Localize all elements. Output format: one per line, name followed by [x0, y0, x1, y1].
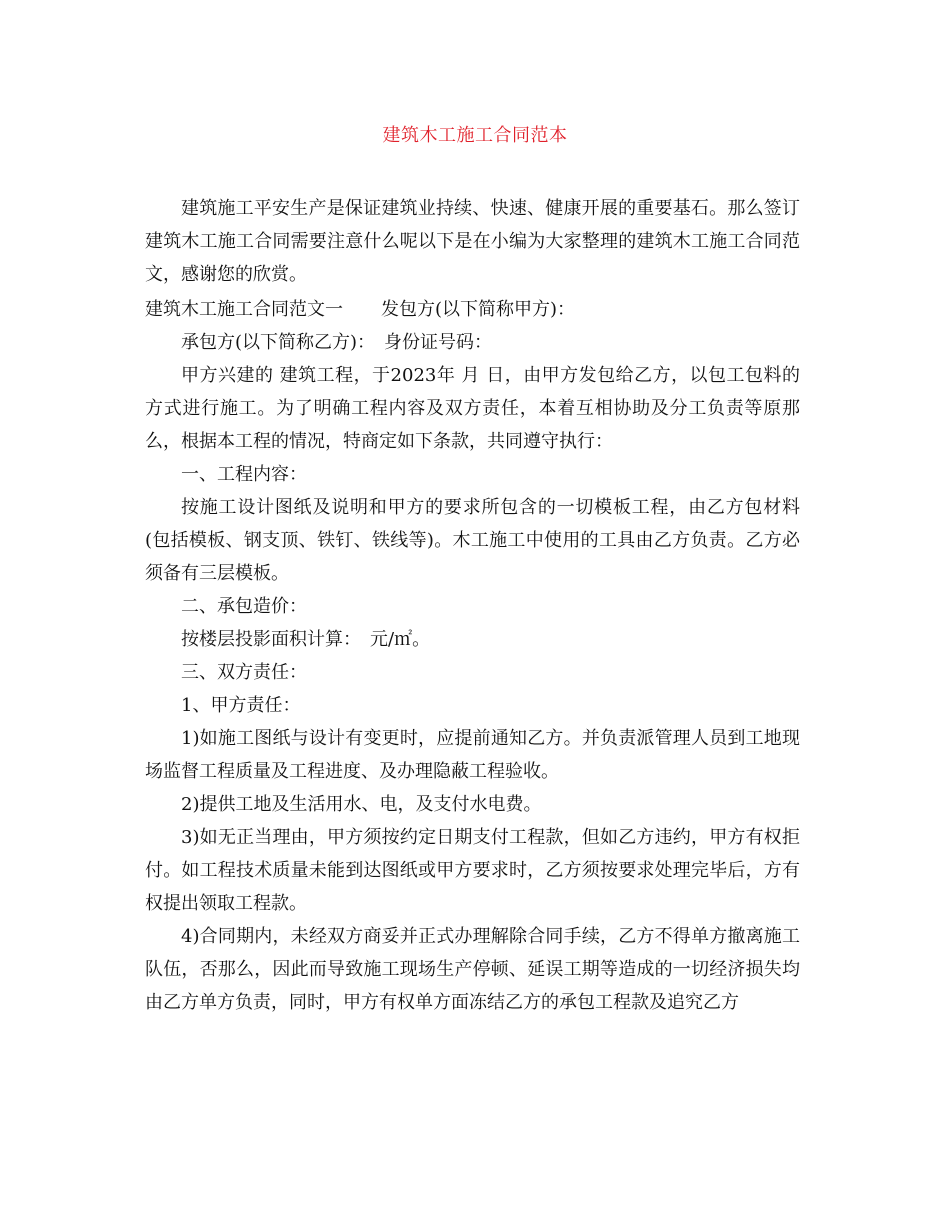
contract-paragraph: 甲方兴建的 建筑工程，于2023年 月 日，由甲方发包给乙方，以包工包料的方式进行施工。为了明确工程内容及双方责任，本着互相协助及分工负责等原那么，根据本工程的情况，特商定如下条款，共同遵守执行：	[145, 365, 800, 452]
section-heading: 建筑木工施工合同范文一	[145, 299, 343, 320]
party-b-label: 承包方(以下简称乙方)：	[181, 332, 376, 353]
section-heading-line	[145, 293, 800, 326]
contract-paragraph: 3)如无正当理由，甲方须按约定日期支付工程款，但如乙方违约，甲方有权拒付。如工程技术质量未能到达图纸或甲方要求时，乙方须按要求处理完毕后，方有权提出领取工程款。	[145, 827, 800, 914]
contract-paragraph: 按施工设计图纸及说明和甲方的要求所包含的一切模板工程，由乙方包材料(包括模板、钢支顶、铁钉、铁线等)。木工施工中使用的工具由乙方负责。乙方必须备有三层模板。	[145, 497, 800, 584]
intro-paragraph: 建筑施工平安生产是保证建筑业持续、快速、健康开展的重要基石。那么签订建筑木工施工合同需要注意什么呢以下是在小编为大家整理的建筑木工施工合同范文，感谢您的欣赏。	[145, 198, 800, 285]
id-number-label: 身份证号码：	[384, 332, 493, 353]
section-content-heading: 一、工程内容：	[181, 464, 307, 485]
price-unit: 元/㎡。	[370, 629, 431, 650]
price-line	[145, 623, 800, 656]
document-title: 建筑木工施工合同范本	[382, 125, 568, 146]
party-a-label: 发包方(以下简称甲方)：	[381, 299, 576, 320]
section-responsibility-heading: 三、双方责任：	[181, 662, 307, 683]
price-label: 按楼层投影面积计算：	[181, 629, 361, 650]
document-body	[145, 192, 800, 1019]
contract-paragraph: 2)提供工地及生活用水、电，及支付水电费。	[181, 794, 542, 815]
party-b-line	[145, 326, 800, 359]
party-a-responsibility-heading: 1、甲方责任：	[181, 695, 301, 716]
contract-paragraph: 4)合同期内，未经双方商妥并正式办理解除合同手续，乙方不得单方撤离施工队伍，否那么，因此而导致施工现场生产停顿、延误工期等造成的一切经济损失均由乙方单方负责，同时，甲方有权单方面冻结乙方的承包工程款及追究乙方	[145, 926, 800, 1013]
section-price-heading: 二、承包造价：	[181, 596, 307, 617]
contract-paragraph: 1)如施工图纸与设计有变更时，应提前通知乙方。并负责派管理人员到工地现场监督工程质量及工程进度、及办理隐蔽工程验收。	[145, 728, 800, 782]
